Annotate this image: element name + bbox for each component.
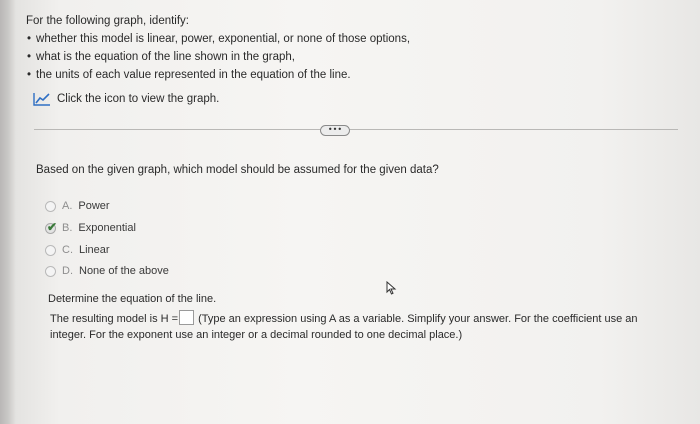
option-b[interactable] bbox=[45, 219, 136, 234]
determine-prompt: Determine the equation of the line. bbox=[48, 293, 217, 305]
mouse-cursor-icon bbox=[386, 281, 398, 295]
option-label: Power bbox=[78, 200, 110, 212]
option-letter: C. bbox=[62, 244, 73, 256]
more-button[interactable]: ••• bbox=[320, 125, 350, 136]
option-a[interactable] bbox=[45, 200, 110, 212]
radio-button[interactable] bbox=[45, 266, 56, 277]
option-c[interactable] bbox=[45, 244, 110, 256]
instruction-bullet: • the units of each value represented in the equation of the line. bbox=[27, 66, 410, 84]
option-label: Exponential bbox=[78, 222, 136, 234]
result-prefix: The resulting model is H = bbox=[50, 313, 179, 325]
option-letter: D. bbox=[62, 265, 73, 277]
instructions-list bbox=[27, 30, 410, 84]
instructions-title: For the following graph, identify: bbox=[26, 15, 190, 27]
answer-input[interactable] bbox=[179, 310, 194, 325]
option-letter: B. bbox=[62, 222, 73, 234]
option-letter: A. bbox=[62, 200, 73, 212]
radio-button[interactable] bbox=[45, 201, 56, 212]
instruction-bullet: • whether this model is linear, power, exponential, or none of those options, bbox=[27, 30, 410, 48]
option-label: Linear bbox=[79, 244, 110, 256]
option-label: None of the above bbox=[79, 265, 169, 277]
option-d[interactable] bbox=[45, 265, 169, 277]
view-graph-label[interactable]: Click the icon to view the graph. bbox=[57, 93, 220, 105]
result-instructions: (Type an expression using A as a variable. Simplify your answer. For the coefficient use an integer. For the exponent use an integer or a decimal rounded to one decimal place.) bbox=[50, 313, 638, 341]
checkmark-icon: ✔ bbox=[47, 219, 58, 234]
radio-button-selected[interactable] bbox=[45, 219, 58, 234]
instruction-bullet: • what is the equation of the line shown in the graph, bbox=[27, 48, 410, 66]
view-graph-link[interactable] bbox=[33, 92, 219, 106]
section-divider bbox=[34, 129, 678, 130]
graph-icon[interactable] bbox=[33, 92, 51, 106]
result-statement bbox=[50, 310, 670, 343]
radio-button[interactable] bbox=[45, 245, 56, 256]
question-text: Based on the given graph, which model should be assumed for the given data? bbox=[36, 164, 439, 176]
